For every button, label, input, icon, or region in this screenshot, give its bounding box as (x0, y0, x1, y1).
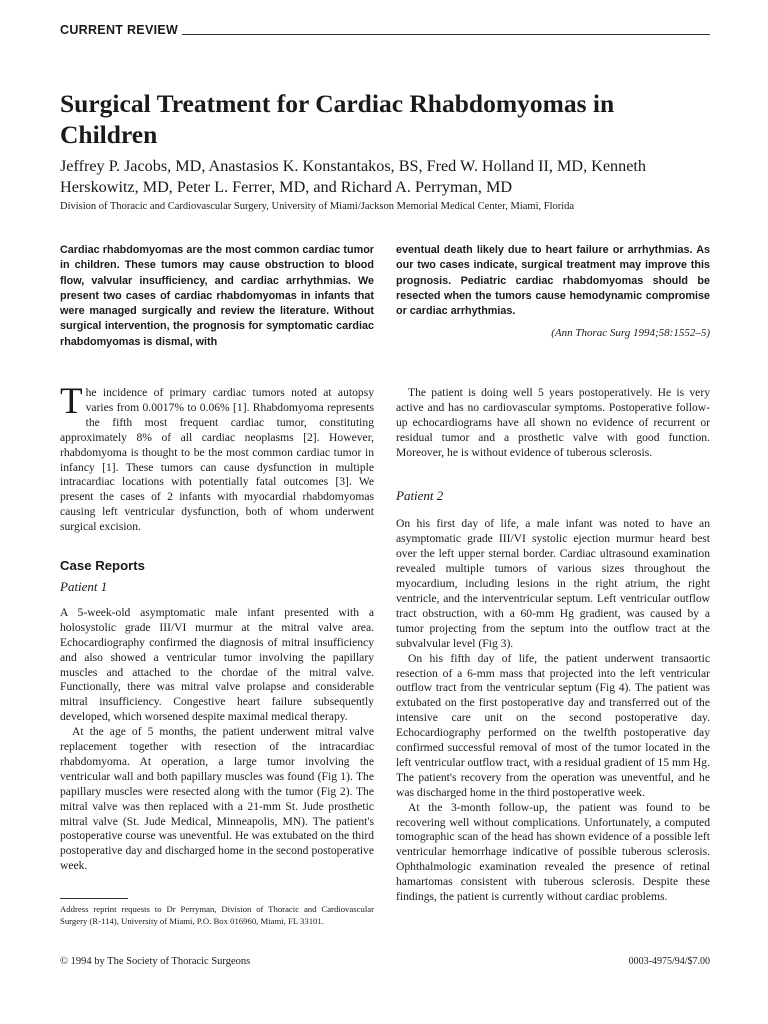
abstract-right-text: eventual death likely due to heart failure or arrhythmias. As our two cases indicate, surgical treatment may improve this prognosis. Pediatric cardiac rhabdomyomas should be resected when the tumors cause hemodynamic compromise or cardiac arrhythmias. (396, 244, 710, 318)
affiliation: Division of Thoracic and Cardiovascular Surgery, University of Miami/Jackson Memorial Medical Center, Miami, Florida (60, 201, 575, 212)
journal-citation: (Ann Thorac Surg 1994;58:1552–5) (551, 327, 710, 340)
article-title: Surgical Treatment for Cardiac Rhabdomyomas in Children (60, 89, 615, 149)
abstract-left: Cardiac rhabdomyomas are the most common cardiac tumor in children. These tumors may cause obstruction to blood flow, valvular insufficiency, and cardiac arrhythmias. We present two cases of cardiac rhabdomyomas in infants that were managed surgically and review the literature. Without surgical intervention, the prognosis for symptomatic cardiac rhabdomyomas is dismal, with (60, 244, 374, 348)
patient-1-heading: Patient 1 (60, 578, 108, 594)
patient-2-paragraph-1: On his first day of life, a male infant was noted to have an asymptomatic grade III/VI systolic ejection murmur heard best over the left upper sternal border. Cardiac ultrasound examination revealed multiple tumors of various sizes throughout the myocardium, including lesions in the right atrium, the right ventricle, and the interventricular septum. Left ventricular outflow tract obstruction, with a 60-mm Hg gradient, was caused by a tumor projecting from the septum into the outflow tract at the subvalvular level (Fig 3). (396, 517, 710, 650)
body-column-right (396, 386, 710, 905)
patient-1-paragraph-2: At the age of 5 months, the patient underwent mitral valve replacement together with resection of the intracardiac rhabdomyoma. At operation, a large tumor involving the ventricular wall and both papillary muscles was found (Fig 1). The papillary muscles were resected along with the tumor (Fig 2). The mitral valve was then replaced with a 21-mm St. Jude prosthetic mitral valve (St. Jude Medical, Minneapolis, MN). The patient's postoperative course was uneventful. He was extubated on the third postoperative day and discharged home in the second postoperative week. (60, 725, 374, 873)
reprint-footnote: Address reprint requests to Dr Perryman, Division of Thoracic and Cardiovascular Surgery (R-114), University of Miami, P.O. Box 016960, Miami, FL 33101. (60, 904, 374, 927)
footnote-rule (60, 898, 128, 899)
copyright-notice: © 1994 by The Society of Thoracic Surgeons (60, 956, 251, 967)
issn-code: 0003-4975/94/$7.00 (628, 956, 710, 967)
drop-cap: T (60, 381, 83, 422)
author-list: Jeffrey P. Jacobs, MD, Anastasios K. Konstantakos, BS, Fred W. Holland II, MD, Kenneth Herskowitz, MD, Peter L. Ferrer, MD, and Richard A. Perryman, MD (60, 157, 647, 196)
patient-1-paragraph-3: The patient is doing well 5 years postoperatively. He is very active and has no cardiovascular symptoms. Postoperative follow-up echocardiograms have all shown no evidence of recurrent or residual tumor and a prosthetic valve with good function. Moreover, he is without evidence of tuberous sclerosis. (396, 386, 710, 459)
patient-2-paragraph-3: At the 3-month follow-up, the patient was found to be recovering well without complications. Unfortunately, a computed tomographic scan of the head has shown evidence of a possible left ventricular hemorrhage indicative of possible tuberous sclerosis. Ophthalmologic examination revealed the presence of retinal hamartomas consistent with tuberous sclerosis. Despite these findings, the patient is currently without cardiac problems. (396, 800, 710, 904)
body-column-left (60, 381, 374, 874)
section-label: CURRENT REVIEW (60, 23, 179, 37)
case-reports-heading: Case Reports (60, 558, 146, 574)
intro-paragraph (60, 381, 374, 535)
running-header (60, 20, 710, 40)
abstract-right (396, 243, 710, 342)
intro-text: he incidence of primary cardiac tumors noted at autopsy varies from 0.0017% to 0.06% [1]. Rhabdomyoma represents the fifth most frequent cardiac tumor, constituting approximately 8% of all cardiac neoplasms [2]. However, rhabdomyoma is thought to be the most common cardiac tumor in infancy [1]. These tumors can cause dysfunction in multiple intracardiac locations with potentially fatal outcomes [3]. We present the cases of 2 infants with myocardial rhabdomyomas causing left ventricular dysfunction, both of whom underwent surgical excision. (60, 386, 374, 534)
patient-1-paragraph-1: A 5-week-old asymptomatic male infant presented with a holosystolic grade III/VI murmur at the mitral valve area. Echocardiography confirmed the diagnosis of mitral insufficiency and also showed a ventricular tumor involving the papillary muscles and attached to the chordae of the mitral valve. Functionally, there was mitral valve prolapse and considerable mitral insufficiency. Congestive heart failure subsequently developed, which worsened despite maximal medical therapy. (60, 605, 374, 724)
patient-2-heading: Patient 2 (396, 487, 444, 503)
header-rule (182, 34, 710, 35)
patient-2-paragraph-2: On his fifth day of life, the patient underwent transaortic resection of a 6-mm mass that projected into the left ventricular outflow tract from the ventricular septum (Fig 4). The patient was extubated on the first postoperative day and transferred out of the intensive care unit on the second postoperative day. Echocardiography performed on the twelfth postoperative day confirmed successful removal of most of the tumor located in the left ventricular outflow tract, with a residual gradient of 15 mm Hg. The patient's recovery from the operation was uneventful, and he was discharged home in the third postoperative week. (396, 651, 710, 799)
